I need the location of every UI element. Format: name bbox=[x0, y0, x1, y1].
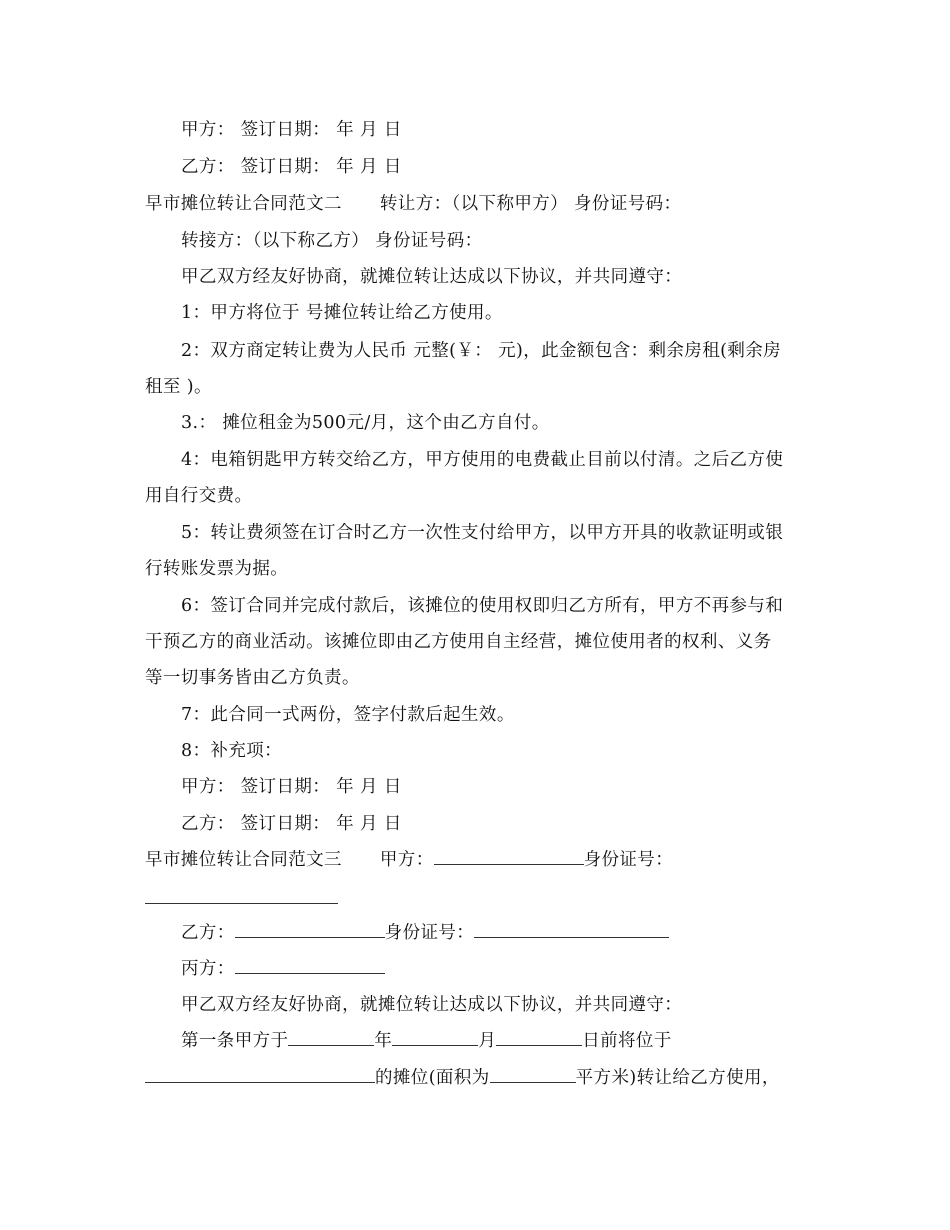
contract-three-title: 早市摊位转让合同范文三 bbox=[145, 850, 342, 870]
contract-two-title: 早市摊位转让合同范文二 bbox=[145, 194, 342, 214]
clause-5: 5：转让费须签在订合时乙方一次性支付给甲方，以甲方开具的收款证明或银 bbox=[181, 523, 784, 543]
party-a-signature-line-2: 甲方： 签订日期： 年 月 日 bbox=[181, 777, 402, 797]
area-unit-label: 平方米)转让给乙方使用， bbox=[575, 1068, 780, 1088]
location-blank bbox=[145, 1067, 375, 1083]
article-1-label: 第一条甲方于 bbox=[181, 1031, 289, 1051]
area-blank bbox=[490, 1067, 576, 1083]
party-a-name-blank bbox=[434, 849, 584, 865]
clause-2: 2：双方商定转让费为人民币 元整(￥： 元)，此金额包含：剩余房租(剩余房 bbox=[181, 341, 782, 361]
stall-area-label: 的摊位(面积为 bbox=[375, 1068, 490, 1088]
clause-6-continued-1: 干预乙方的商业活动。该摊位即由乙方使用自主经营，摊位使用者的权利、义务 bbox=[145, 632, 772, 652]
party-b-label: 乙方： bbox=[181, 923, 235, 943]
contract-two-header bbox=[145, 192, 681, 216]
party-b-signature-line: 乙方： 签订日期： 年 月 日 bbox=[181, 157, 402, 177]
transferor-line: 转让方：（以下称甲方） 身份证号码： bbox=[379, 194, 682, 214]
party-c-name-blank bbox=[235, 958, 385, 974]
party-b-line bbox=[181, 921, 669, 945]
month-blank bbox=[392, 1030, 478, 1046]
clause-7: 7：此合同一式两份，签字付款后起生效。 bbox=[181, 705, 515, 725]
clause-5-continued: 行转账发票为据。 bbox=[145, 559, 289, 579]
agreement-intro: 甲乙双方经友好协商，就摊位转让达成以下协议，并共同遵守： bbox=[181, 267, 683, 287]
article-1-continued bbox=[145, 1066, 780, 1090]
year-blank bbox=[288, 1030, 374, 1046]
clause-3: 3.： 摊位租金为500元/月，这个由乙方自付。 bbox=[181, 413, 550, 433]
year-label: 年 bbox=[374, 1031, 393, 1051]
contract-three-header bbox=[145, 848, 673, 872]
clause-8: 8：补充项： bbox=[181, 741, 283, 761]
transferee-line: 转接方：（以下称乙方） 身份证号码： bbox=[181, 231, 483, 251]
party-c-line bbox=[181, 957, 385, 981]
clause-1: 1：甲方将位于 号摊位转让给乙方使用。 bbox=[181, 303, 503, 323]
clause-4-continued: 用自行交费。 bbox=[145, 486, 253, 506]
party-c-label: 丙方： bbox=[181, 959, 235, 979]
party-b-id-label: 身份证号： bbox=[384, 923, 475, 943]
party-a-label: 甲方： bbox=[379, 850, 434, 870]
party-a-id-label: 身份证号： bbox=[583, 850, 674, 870]
month-label: 月 bbox=[478, 1031, 497, 1051]
article-1 bbox=[181, 1029, 672, 1053]
clause-6-continued-2: 等一切事务皆由乙方负责。 bbox=[145, 668, 360, 688]
party-b-name-blank bbox=[235, 922, 385, 938]
agreement-intro-3: 甲乙双方经友好协商，就摊位转让达成以下协议，并共同遵守： bbox=[181, 995, 683, 1015]
party-a-signature-line: 甲方： 签订日期： 年 月 日 bbox=[181, 120, 402, 140]
day-label: 日前将位于 bbox=[582, 1031, 672, 1051]
clause-4: 4：电箱钥匙甲方转交给乙方，甲方使用的电费截止目前以付清。之后乙方使 bbox=[181, 450, 784, 470]
clause-2-continued: 租至 )。 bbox=[145, 377, 212, 397]
party-b-signature-line-2: 乙方： 签订日期： 年 月 日 bbox=[181, 814, 402, 834]
party-b-id-blank bbox=[474, 922, 669, 938]
day-blank bbox=[496, 1030, 582, 1046]
party-a-id-blank bbox=[145, 903, 338, 904]
clause-6: 6：签订合同并完成付款后，该摊位的使用权即归乙方所有，甲方不再参与和 bbox=[181, 596, 784, 616]
